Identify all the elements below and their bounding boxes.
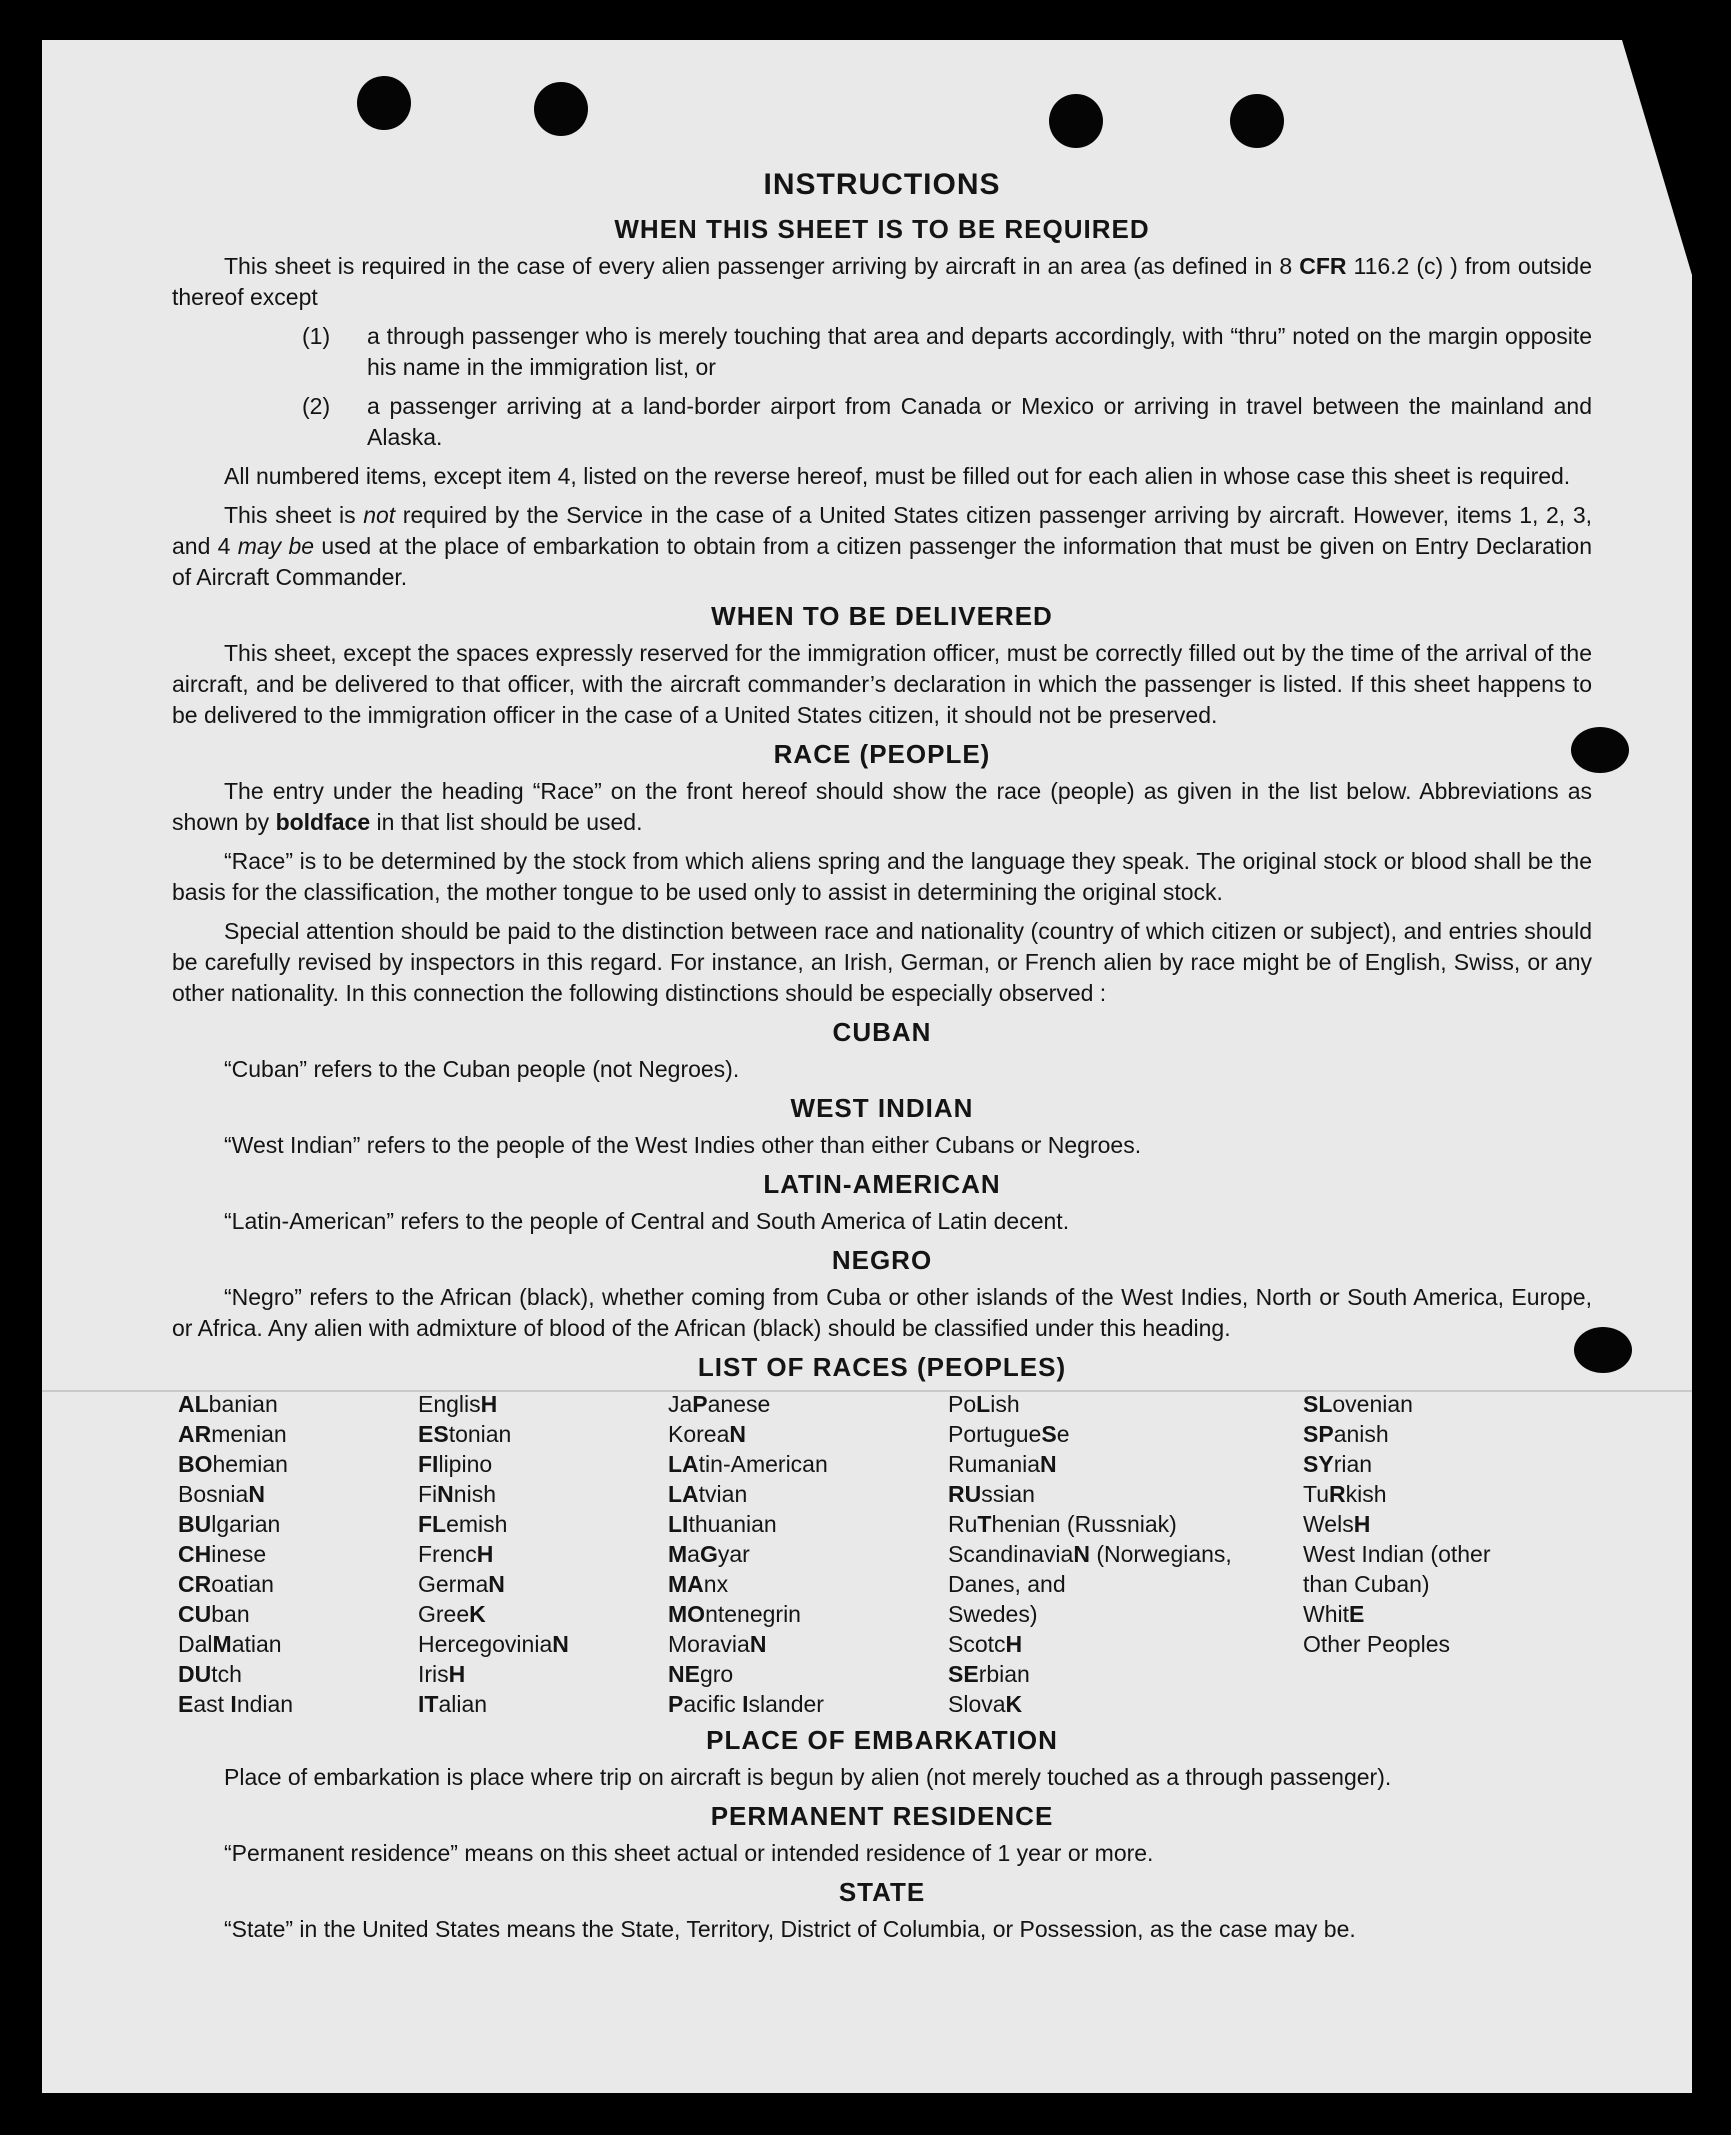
- race-entry: SLovenian: [1303, 1391, 1413, 1417]
- race-entry: SErbian: [948, 1661, 1030, 1687]
- heading-delivered: WHEN TO BE DELIVERED: [711, 601, 1053, 631]
- race-entry: EnglisH: [418, 1391, 498, 1417]
- heading-negro: NEGRO: [831, 1245, 933, 1275]
- heading-cuban: CUBAN: [832, 1017, 932, 1047]
- paragraph-residence: “Permanent residence” means on this sheet actual or intended residence of 1 year or more.: [224, 1840, 1154, 1866]
- race-entry: IrisH: [418, 1661, 466, 1687]
- paragraph-race-nationality: Special attention should be paid to the distinction between race and nationality (country of which citizen or subject), and entries should be carefully revised by inspectors in this regard. For instance, an Irish, German, or French alien by race might be of English, Swiss, or any other nationality. In this connection the following distinctions should be especially observed :: [172, 918, 1592, 1006]
- race-entry: BUlgarian: [178, 1511, 281, 1537]
- race-entry: TuRkish: [1303, 1481, 1387, 1507]
- heading-list-of-races: LIST OF RACES (PEOPLES): [697, 1352, 1067, 1382]
- paragraph-negro: “Negro” refers to the African (black), whether coming from Cuba or other islands of the West Indies, North or South America, Europe, or Africa. Any alien with admixture of blood of the African (black) should be classified under this heading.: [172, 1284, 1592, 1341]
- paragraph-race-stock: “Race” is to be determined by the stock from which aliens spring and the language they speak. The original stock or blood shall be the basis for the classification, the mother tongue to be used only to assist in determining the original stock.: [172, 848, 1592, 905]
- race-entry: MOntenegrin: [668, 1601, 801, 1627]
- race-entry: RumaniaN: [948, 1451, 1057, 1477]
- race-column: [668, 1389, 948, 1719]
- exception-item: (1) a through passenger who is merely touching that area and departs accordingly, with “thru” noted on the margin opposite his name in the immigration list, or: [302, 323, 1592, 380]
- race-entry: ScotcH: [948, 1631, 1023, 1657]
- race-column: [948, 1389, 1303, 1719]
- race-entry: EStonian: [418, 1421, 512, 1447]
- race-entry: FrencH: [418, 1541, 494, 1567]
- punch-hole: [1230, 94, 1284, 148]
- exception-item: (2) a passenger arriving at a land-border airport from Canada or Mexico or arriving in travel between the mainland and Alaska.: [302, 393, 1592, 450]
- race-entry: Danes, and: [948, 1571, 1066, 1597]
- race-entry: PoLish: [948, 1391, 1020, 1417]
- race-entry: FLemish: [418, 1511, 508, 1537]
- race-entry: BosniaN: [178, 1481, 265, 1507]
- race-entry: ITalian: [418, 1691, 488, 1717]
- race-entry: ARmenian: [178, 1421, 287, 1447]
- race-entry: Swedes): [948, 1601, 1038, 1627]
- race-entry: MoraviaN: [668, 1631, 767, 1657]
- heading-latin-american: LATIN-AMERICAN: [763, 1169, 1001, 1199]
- race-entry: GreeK: [418, 1601, 486, 1627]
- race-entry: FiNnish: [418, 1481, 496, 1507]
- race-entry: CUban: [178, 1601, 250, 1627]
- race-column: [418, 1389, 668, 1719]
- race-entry: ScandinaviaN (Norwegians,: [948, 1541, 1232, 1567]
- heading-west-indian: WEST INDIAN: [790, 1093, 974, 1123]
- race-entry: Pacific Islander: [668, 1691, 824, 1717]
- race-column: [1303, 1389, 1583, 1719]
- race-entry: RUssian: [948, 1481, 1035, 1507]
- race-entry: FIlipino: [418, 1451, 493, 1477]
- race-entry: ALbanian: [178, 1391, 278, 1417]
- race-entry: RuThenian (Russniak): [948, 1511, 1177, 1537]
- heading-embarkation: PLACE OF EMBARKATION: [706, 1725, 1058, 1755]
- race-entry: SlovaK: [948, 1691, 1023, 1717]
- race-column: [178, 1389, 418, 1719]
- paragraph-west-indian: “West Indian” refers to the people of the West Indies other than either Cubans or Negroes.: [224, 1132, 1142, 1158]
- race-entry: SYrian: [1303, 1451, 1373, 1477]
- race-entry: Other Peoples: [1303, 1631, 1451, 1657]
- race-entry: GermaN: [418, 1571, 505, 1597]
- race-entry: WhitE: [1303, 1601, 1365, 1627]
- paragraph-required-intro: This sheet is required in the case of every alien passenger arriving by aircraft in an area (as defined in 8 CFR 116.2 (c) ) from outside thereof except: [172, 253, 1592, 310]
- race-entry: West Indian (other: [1303, 1541, 1491, 1567]
- heading-residence: PERMANENT RESIDENCE: [710, 1801, 1054, 1831]
- race-entry: LAtvian: [668, 1481, 748, 1507]
- document-body: [172, 168, 1592, 1953]
- race-entry: WelsH: [1303, 1511, 1371, 1537]
- punch-hole: [534, 82, 588, 136]
- paragraph-delivered: This sheet, except the spaces expressly reserved for the immigration officer, must be correctly filled out by the time of the arrival of the aircraft, and be delivered to that officer, with the aircraft commander’s declaration in which the passenger is listed. If this sheet happens to be delivered to the immigration officer in the case of a United States citizen, it should not be preserved.: [172, 640, 1592, 728]
- race-entry: HercegoviniaN: [418, 1631, 569, 1657]
- paragraph-numbered-items: All numbered items, except item 4, listed on the reverse hereof, must be filled out for each alien in whose case this sheet is required.: [224, 463, 1571, 489]
- race-entry: DUtch: [178, 1661, 242, 1687]
- paragraph-state: “State” in the United States means the State, Territory, District of Columbia, or Possession, as the case may be.: [224, 1916, 1356, 1942]
- race-entry: JaPanese: [668, 1391, 771, 1417]
- paragraph-latin-american: “Latin-American” refers to the people of Central and South America of Latin decent.: [224, 1208, 1070, 1234]
- race-entry: NEgro: [668, 1661, 734, 1687]
- paragraph-citizen: This sheet is not required by the Service in the case of a United States citizen passenger arriving by aircraft. However, items 1, 2, 3, and 4 may be used at the place of embarkation to obtain from a citizen passenger the information that must be given on Entry Declaration of Aircraft Commander.: [172, 502, 1592, 590]
- punch-hole: [357, 76, 411, 130]
- races-list: [178, 1389, 1592, 1719]
- race-entry: CRoatian: [178, 1571, 274, 1597]
- page-title: INSTRUCTIONS: [763, 168, 1001, 201]
- race-entry: BOhemian: [178, 1451, 288, 1477]
- race-entry: MAnx: [668, 1571, 729, 1597]
- heading-required: WHEN THIS SHEET IS TO BE REQUIRED: [614, 214, 1150, 244]
- race-entry: LAtin-American: [668, 1451, 828, 1477]
- race-entry: East Indian: [178, 1691, 294, 1717]
- punch-hole: [1049, 94, 1103, 148]
- race-entry: PortugueSe: [948, 1421, 1070, 1447]
- race-entry: than Cuban): [1303, 1571, 1430, 1597]
- race-entry: KoreaN: [668, 1421, 746, 1447]
- heading-race: RACE (PEOPLE): [773, 739, 991, 769]
- paragraph-cuban: “Cuban” refers to the Cuban people (not Negroes).: [224, 1056, 740, 1082]
- paragraph-embarkation: Place of embarkation is place where trip on aircraft is begun by alien (not merely touched as a through passenger).: [224, 1764, 1392, 1790]
- race-entry: SPanish: [1303, 1421, 1389, 1447]
- race-entry: LIthuanian: [668, 1511, 777, 1537]
- race-entry: CHinese: [178, 1541, 267, 1567]
- race-entry: DalMatian: [178, 1631, 282, 1657]
- heading-state: STATE: [838, 1877, 926, 1907]
- paragraph-race-entry: The entry under the heading “Race” on the front hereof should show the race (people) as given in the list below. Abbreviations as shown by boldface in that list should be used.: [172, 778, 1592, 835]
- race-entry: MaGyar: [668, 1541, 750, 1567]
